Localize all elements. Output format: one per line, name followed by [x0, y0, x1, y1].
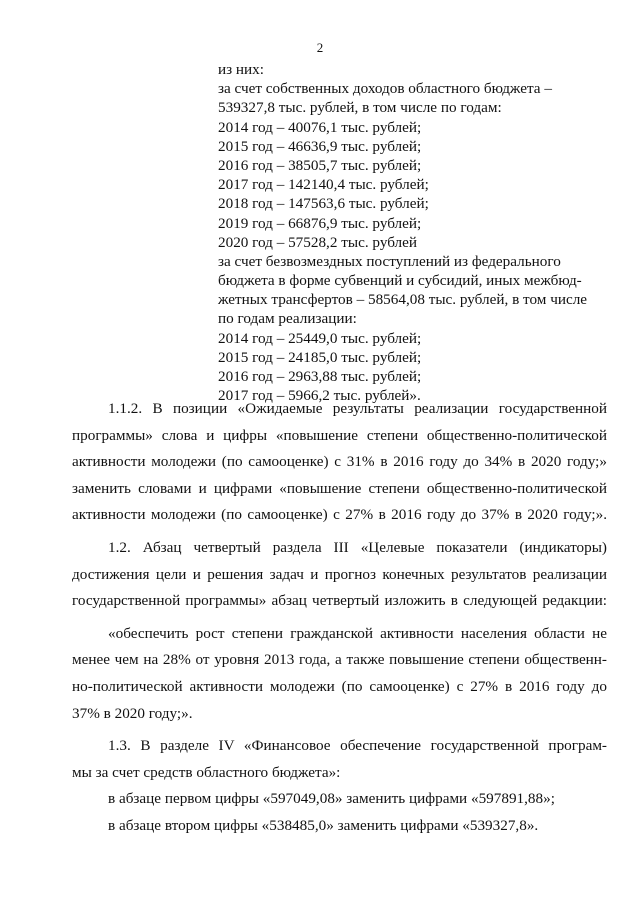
text-line: 1.3. В разделе IV «Финансовое обеспечение государственной програм- — [108, 737, 607, 755]
text-line: за счет безвозмездных поступлений из федерального — [218, 252, 561, 270]
text-line: 1.1.2. В позиции «Ожидаемые результаты реализации государственной — [108, 400, 607, 417]
text-line: достижения цели и решения задач и прогноз конечных результатов реализации — [72, 565, 607, 583]
paragraph-1-3 — [72, 733, 607, 786]
text-line: 2014 год – 40076,1 тыс. рублей; — [218, 118, 422, 136]
paragraph-1-2 — [72, 535, 607, 615]
text-line: менее чем на 28% от уровня 2013 года, а также повышение степени общественн- — [72, 651, 607, 669]
text-line: 2020 год – 57528,2 тыс. рублей — [218, 233, 418, 251]
text-line: бюджета в форме субвенций и субсидий, иных межбюд- — [218, 272, 582, 290]
text-line: государственной программы» абзац четвертый изложить в следующей редакции: — [72, 592, 607, 610]
text-line: за счет собственных доходов областного бюджета – — [218, 80, 552, 98]
text-line: но-политической активности молодежи (по самооценке) с 27% в 2016 году до — [72, 677, 607, 695]
text-line: 2014 год – 25449,0 тыс. рублей; — [218, 329, 422, 347]
paragraph-second-abzac: в абзаце втором цифры «538485,0» заменить цифрами «539327,8». — [108, 816, 539, 834]
funding-sources-block — [218, 60, 603, 405]
paragraph-first-abzac: в абзаце первом цифры «597049,08» заменить цифрами «597891,88»; — [108, 790, 555, 808]
text-line: программы» слова и цифры «повышение степени общественно-политической — [72, 426, 607, 444]
text-line: по годам реализации: — [218, 310, 357, 328]
text-line: 2018 год – 147563,6 тыс. рублей; — [218, 195, 429, 213]
document-body — [72, 396, 607, 840]
page-number: 2 — [316, 40, 324, 55]
text-line: 2019 год – 66876,9 тыс. рублей; — [218, 214, 422, 232]
text-line: активности молодежи (по самооценке) с 27% в 2016 году до 37% в 2020 году;». — [72, 506, 607, 524]
text-line: 2015 год – 46636,9 тыс. рублей; — [218, 137, 422, 155]
text-line: жетных трансфертов – 58564,08 тыс. рублей, в том числе — [218, 291, 588, 309]
text-line: 2015 год – 24185,0 тыс. рублей; — [218, 348, 422, 366]
text-line: «обеспечить рост степени гражданской активности населения области не — [108, 624, 607, 642]
text-line: 1.2. Абзац четвертый раздела III «Целевые показатели (индикаторы) — [108, 538, 607, 556]
text-line: мы за счет средств областного бюджета»: — [72, 763, 341, 781]
paragraph-quote — [72, 621, 607, 727]
text-line: 2017 год – 142140,4 тыс. рублей; — [218, 176, 429, 194]
text-line: активности молодежи (по самооценке) с 31% в 2016 году до 34% в 2020 году;» — [72, 453, 607, 471]
text-line: 2016 год – 2963,88 тыс. рублей; — [218, 368, 422, 385]
text-line: заменить словами и цифрами «повышение степени общественно-политической — [72, 479, 607, 497]
text-line: из них: — [218, 61, 264, 78]
text-line: 2016 год – 38505,7 тыс. рублей; — [218, 156, 422, 174]
text-line: 37% в 2020 году;». — [72, 704, 193, 722]
text-line: 2017 год – 5966,2 тыс. рублей». — [218, 387, 421, 405]
paragraph-1-1-2 — [72, 396, 607, 529]
text-line: 539327,8 тыс. рублей, в том числе по годам: — [218, 99, 502, 117]
